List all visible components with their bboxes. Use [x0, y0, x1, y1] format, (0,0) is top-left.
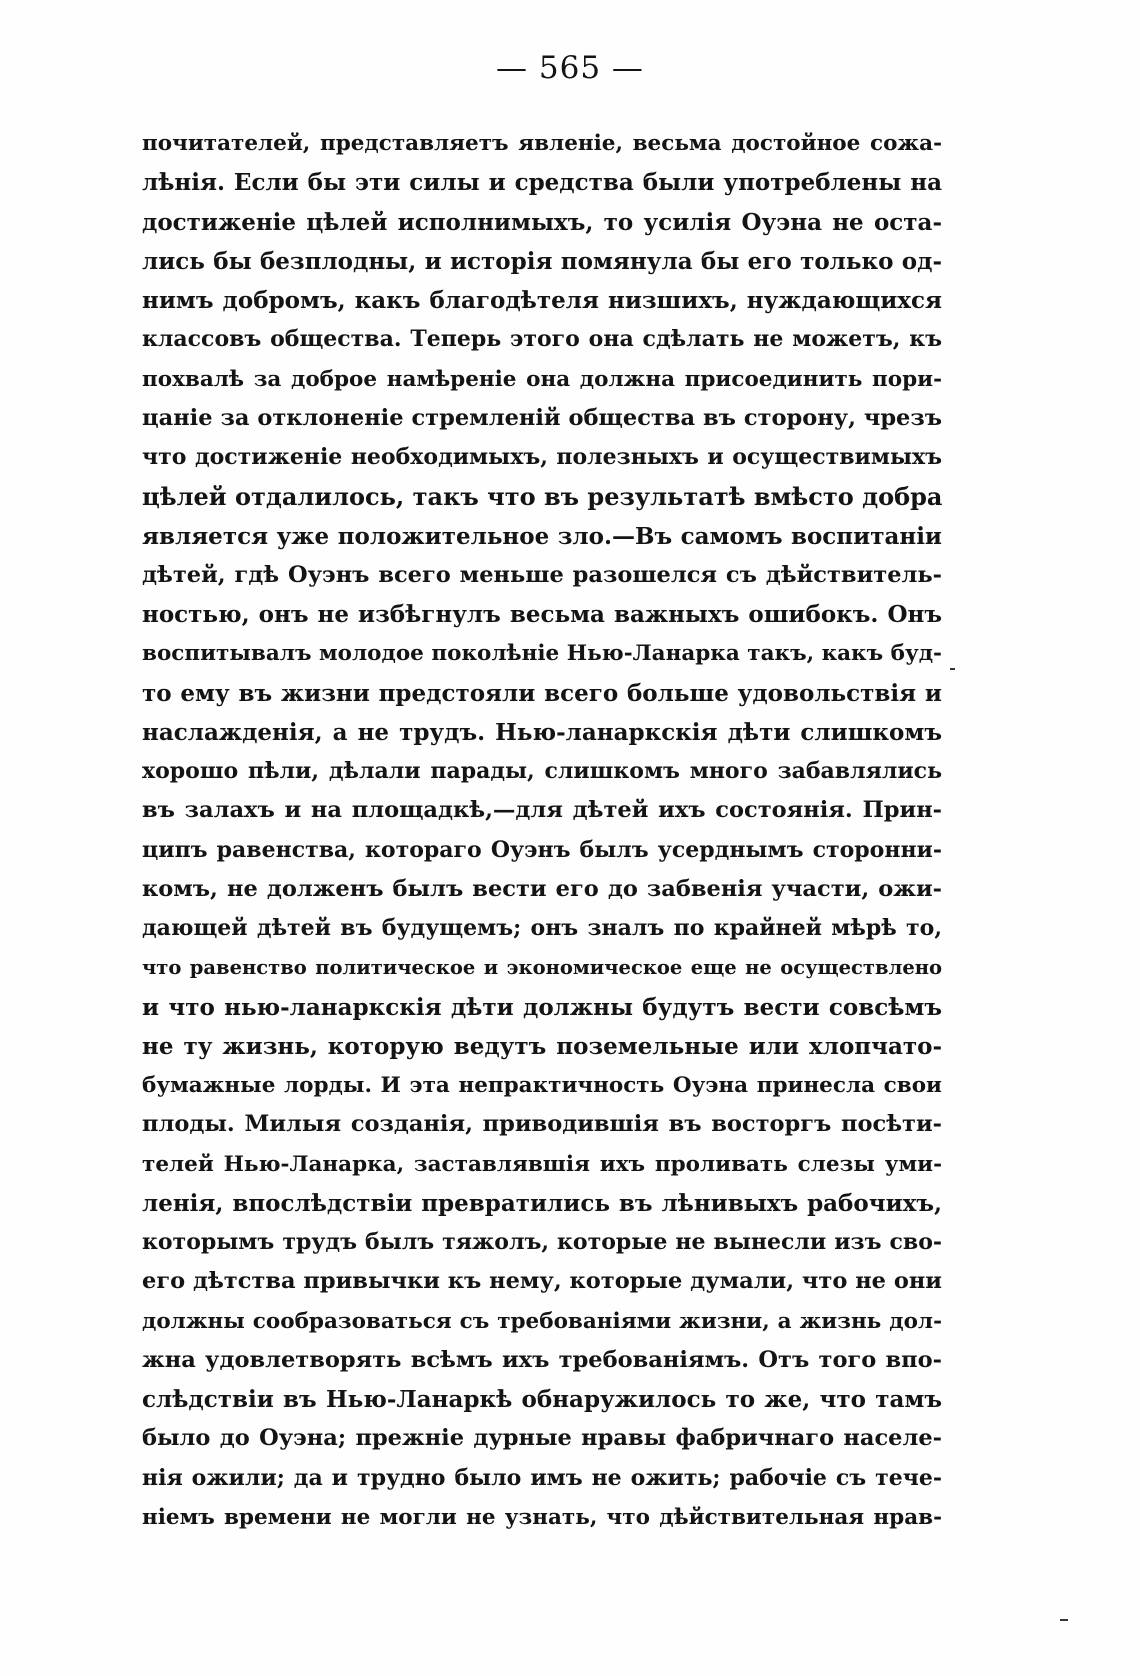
text-line: дѣтей, гдѣ Оуэнъ всего меньше разошелся съ дѣйствитель- — [142, 561, 942, 588]
text-line: то ему въ жизни предстояли всего больше удовольствія и — [142, 679, 942, 707]
text-line: жна удовлетворять всѣмъ ихъ требованіямъ. Отъ того впо- — [142, 1346, 942, 1373]
text-line: нимъ добромъ, какъ благодѣтеля низшихъ, нуждающихся — [142, 287, 942, 314]
text-line: которымъ трудъ былъ тяжолъ, которые не вынесли изъ сво- — [142, 1229, 942, 1255]
text-line: классовъ общества. Теперь этого она сдѣлать не можетъ, къ — [142, 326, 942, 353]
text-line: должны сообразоваться съ требованіями жизни, а жизнь дол- — [142, 1308, 942, 1334]
text-line: слѣдствіи въ Нью-Ланаркѣ обнаружилось то же, что тамъ — [142, 1386, 942, 1413]
text-line: и что нью-ланаркскія дѣти должны будутъ вести совсѣмъ — [142, 993, 942, 1021]
text-line: ленія, впослѣдствіи превратились въ лѣнивыхъ рабочихъ, — [142, 1189, 942, 1217]
scan-speck — [950, 668, 955, 670]
text-line: комъ, не долженъ былъ вести его до забвенія участи, ожи- — [142, 875, 942, 902]
text-line: что равенство политическое и экономическое еще не осуществлено — [142, 956, 942, 980]
text-line: телей Нью-Ланарка, заставлявшія ихъ проливать слезы уми- — [142, 1151, 942, 1177]
text-line: нія ожили; да и трудно было имъ не ожить; рабочіе съ тече- — [142, 1464, 942, 1491]
text-line: его дѣтства привычки къ нему, которые думали, что не они — [142, 1268, 942, 1295]
text-line: цаніе за отклоненіе стремленій общества въ сторону, чрезъ — [142, 404, 942, 431]
text-line: ностью, онъ не избѣгнулъ весьма важныхъ ошибокъ. Онъ — [142, 601, 942, 628]
text-line: лись бы безплодны, и исторія помянула бы его только од- — [142, 247, 942, 275]
text-line: не ту жизнь, которую ведутъ поземельные или хлопчато- — [142, 1032, 942, 1060]
text-line: хорошо пѣли, дѣлали парады, слишкомъ много забавлялись — [142, 758, 942, 784]
text-line: цѣлей отдалилось, такъ что въ результатѣ вмѣсто добра — [142, 482, 942, 512]
text-line: лѣнія. Если бы эти силы и средства были употреблены на — [142, 169, 942, 197]
text-line: достиженіе цѣлей исполнимыхъ, то усилія Оуэна не оста- — [142, 208, 942, 236]
scan-speck — [1060, 1619, 1068, 1621]
text-line: плоды. Милыя созданія, приводившія въ восторгъ посѣти- — [142, 1111, 942, 1138]
text-line: было до Оуэна; прежніе дурные нравы фабричнаго населе- — [142, 1425, 942, 1452]
text-line: почитателей, представляетъ явленіе, весьма достойное сожа- — [142, 131, 942, 156]
text-line: воспитывалъ молодое поколѣніе Нью-Ланарка такъ, какъ буд- — [142, 641, 942, 667]
text-line: ніемъ времени не могли не узнать, что дѣйствительная нрав- — [142, 1504, 942, 1530]
text-line: что достиженіе необходимыхъ, полезныхъ и осуществимыхъ — [142, 444, 942, 470]
text-line: наслажденія, а не трудъ. Нью-ланаркскія дѣти слишкомъ — [142, 718, 942, 746]
text-line: ципъ равенства, котораго Оуэнъ былъ усерднымъ сторонни- — [142, 836, 942, 863]
body-text — [142, 124, 942, 1537]
text-line: похвалѣ за доброе намѣреніе она должна присоединить пори- — [142, 366, 942, 392]
text-line: дающей дѣтей въ будущемъ; онъ зналъ по крайней мѣрѣ то, — [142, 915, 942, 941]
page-number: — 565 — — [496, 50, 644, 86]
text-line: является уже положительное зло.—Въ самомъ воспитаніи — [142, 522, 942, 550]
text-line: бумажные лорды. И эта непрактичность Оуэна принесла свои — [142, 1073, 942, 1098]
text-line: въ залахъ и на площадкѣ,—для дѣтей ихъ состоянія. Прин- — [142, 797, 942, 824]
